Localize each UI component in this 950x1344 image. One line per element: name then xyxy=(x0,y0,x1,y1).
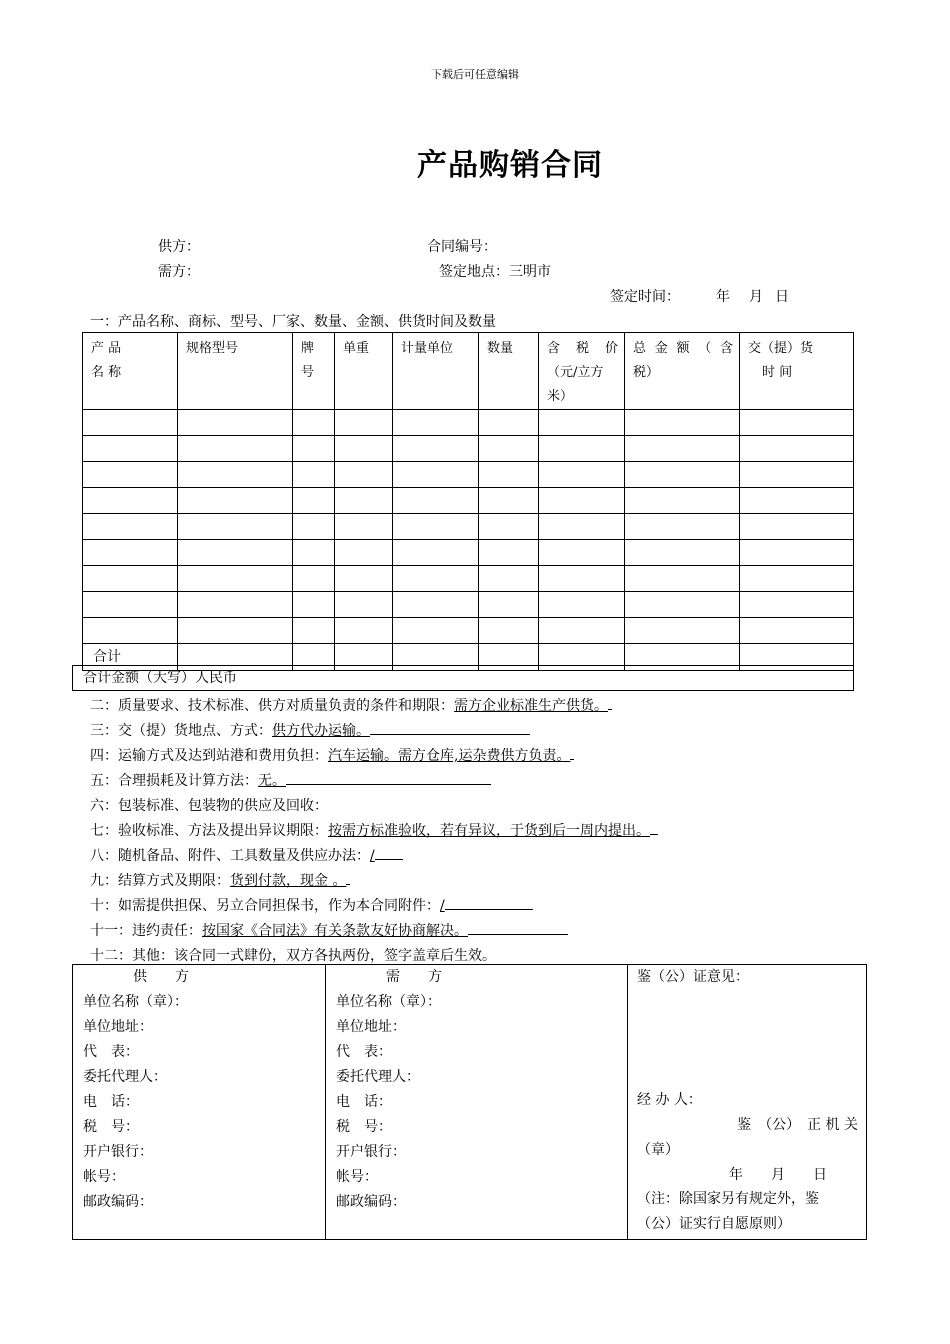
table-cell xyxy=(479,410,539,436)
table-cell xyxy=(625,488,740,514)
table-cell xyxy=(293,488,335,514)
table-row xyxy=(83,436,854,462)
table-cell xyxy=(83,436,178,462)
table-cell xyxy=(178,514,293,540)
clause-9: 九：结算方式及期限：货到付款，现金 。 xyxy=(90,870,350,890)
table-row xyxy=(83,566,854,592)
table-cell xyxy=(539,592,625,618)
table-row xyxy=(83,514,854,540)
table-cell xyxy=(335,618,393,644)
table-row xyxy=(83,540,854,566)
buyer-agent: 委托代理人： xyxy=(336,1069,420,1085)
notary-date: 年 月 日 xyxy=(729,1166,827,1183)
table-cell xyxy=(539,540,625,566)
clause-12: 十二：其他：该合同一式肆份，双方各执两份，签字盖章后生效。 xyxy=(90,948,496,964)
table-cell xyxy=(335,462,393,488)
buyer-postal-code: 邮政编码： xyxy=(336,1194,406,1210)
sign-time-day: 日 xyxy=(775,289,789,305)
table-row xyxy=(83,488,854,514)
table-cell xyxy=(293,540,335,566)
table-cell xyxy=(393,410,479,436)
clause-2: 二：质量要求、技术标准、供方对质量负责的条件和期限：需方企业标准生产供货。 xyxy=(90,695,612,715)
table-cell xyxy=(293,618,335,644)
header-price: 含 税 价 （元/立方 米） xyxy=(539,333,625,410)
clause-6: 六：包装标准、包装物的供应及回收： xyxy=(90,798,328,814)
buyer-title: 需 方 xyxy=(386,969,442,985)
header-unit: 计量单位 xyxy=(393,333,479,410)
amount-in-words-label: 合计金额（大写）人民币 xyxy=(83,670,237,686)
table-cell xyxy=(293,462,335,488)
table-cell xyxy=(178,410,293,436)
table-cell xyxy=(83,566,178,592)
clause-10: 十：如需提供担保、另立合同担保书，作为本合同附件：/ xyxy=(90,895,533,915)
supplier-account: 帐号： xyxy=(83,1169,125,1185)
table-cell xyxy=(479,514,539,540)
notary-title: 鉴（公）证意见： xyxy=(637,969,749,985)
signature-table xyxy=(72,964,867,1240)
table-cell xyxy=(625,540,740,566)
table-cell xyxy=(335,592,393,618)
table-cell xyxy=(83,618,178,644)
table-cell xyxy=(393,592,479,618)
table-cell xyxy=(335,514,393,540)
supplier-unit-name: 单位名称（章）： xyxy=(83,994,188,1010)
table-cell xyxy=(625,436,740,462)
table-cell xyxy=(539,488,625,514)
clause-7: 七：验收标准、方法及提出异议期限：按需方标准验收，若有异议，于货到后一周内提出。 xyxy=(90,820,658,840)
table-cell xyxy=(479,618,539,644)
table-cell xyxy=(335,410,393,436)
table-cell xyxy=(293,592,335,618)
table-cell xyxy=(83,592,178,618)
notary-seal: （章） xyxy=(637,1141,679,1158)
total-label: 合计 xyxy=(83,644,178,671)
notary-block xyxy=(628,965,867,1240)
supplier-signature-block xyxy=(73,965,326,1240)
notary-note-line-2: （公）证实行自愿原则） xyxy=(637,1215,791,1232)
section-1-heading: 一：产品名称、商标、型号、厂家、数量、金额、供货时间及数量 xyxy=(90,314,496,330)
table-cell xyxy=(625,462,740,488)
table-cell xyxy=(83,488,178,514)
table-cell xyxy=(83,514,178,540)
table-cell xyxy=(740,410,854,436)
table-cell xyxy=(740,618,854,644)
supplier-representative: 代 表： xyxy=(83,1044,139,1060)
sign-time-label: 签定时间： xyxy=(610,289,680,305)
table-cell xyxy=(625,514,740,540)
table-cell xyxy=(625,566,740,592)
table-cell xyxy=(178,592,293,618)
table-cell xyxy=(740,462,854,488)
table-cell xyxy=(335,540,393,566)
table-cell xyxy=(539,436,625,462)
buyer-address: 单位地址： xyxy=(336,1019,406,1035)
table-cell xyxy=(178,462,293,488)
table-row xyxy=(83,462,854,488)
clause-8: 八：随机备品、附件、工具数量及供应办法：/ xyxy=(90,845,403,865)
table-cell xyxy=(539,462,625,488)
buyer-representative: 代 表： xyxy=(336,1044,392,1060)
amount-in-words-box xyxy=(72,665,854,691)
table-cell xyxy=(178,540,293,566)
supplier-bank: 开户银行： xyxy=(83,1144,153,1160)
header-total-amount: 总 金 额 （ 含 税） xyxy=(625,333,740,410)
buyer-phone: 电 话： xyxy=(336,1094,392,1110)
table-cell xyxy=(83,410,178,436)
table-cell xyxy=(178,436,293,462)
sign-time-month: 月 xyxy=(749,289,763,305)
table-cell xyxy=(740,436,854,462)
table-cell xyxy=(625,618,740,644)
table-cell xyxy=(479,462,539,488)
header-spec: 规格型号 xyxy=(178,333,293,410)
clause-4: 四：运输方式及达到站港和费用负担：汽车运输。需方仓库,运杂费供方负责。 xyxy=(90,745,574,765)
table-cell xyxy=(625,592,740,618)
notary-organization: 鉴 （公） 正 机 关 xyxy=(737,1117,858,1134)
table-cell xyxy=(335,566,393,592)
header-delivery-time: 交（提）货 时 间 xyxy=(740,333,854,410)
table-cell xyxy=(393,566,479,592)
supplier-postal-code: 邮政编码： xyxy=(83,1194,153,1210)
table-cell xyxy=(293,514,335,540)
table-cell xyxy=(479,566,539,592)
table-cell xyxy=(178,618,293,644)
table-cell xyxy=(740,540,854,566)
header-product-name: 产 品 名 称 xyxy=(83,333,178,410)
table-cell xyxy=(83,540,178,566)
table-cell xyxy=(393,618,479,644)
header-note: 下载后可任意编辑 xyxy=(431,68,519,81)
table-cell xyxy=(740,566,854,592)
supplier-title: 供 方 xyxy=(133,969,189,985)
supplier-tax-number: 税 号： xyxy=(83,1119,139,1135)
table-cell xyxy=(479,540,539,566)
table-cell xyxy=(539,410,625,436)
table-row xyxy=(83,618,854,644)
header-quantity: 数量 xyxy=(479,333,539,410)
contract-number-label: 合同编号： xyxy=(427,239,497,255)
table-cell xyxy=(479,436,539,462)
table-row xyxy=(83,592,854,618)
sign-place-label: 签定地点：三明市 xyxy=(439,264,551,280)
product-table xyxy=(82,332,854,671)
table-cell xyxy=(335,488,393,514)
clause-11: 十一：违约责任：按国家《合同法》有关条款友好协商解决。 xyxy=(90,920,568,940)
document-title: 产品购销合同 xyxy=(417,148,603,183)
supplier-label: 供方： xyxy=(158,239,200,255)
sign-time-year: 年 xyxy=(716,289,730,305)
header-brand: 牌 号 xyxy=(293,333,335,410)
buyer-signature-block xyxy=(326,965,628,1240)
table-cell xyxy=(740,514,854,540)
clause-5: 五：合理损耗及计算方法：无。 xyxy=(90,770,491,790)
clause-3: 三：交（提）货地点、方式：供方代办运输。 xyxy=(90,720,530,740)
notary-note-line-1: （注：除国家另有规定外，鉴 xyxy=(637,1191,819,1208)
notary-handler: 经 办 人： xyxy=(637,1092,702,1109)
table-cell xyxy=(335,436,393,462)
table-cell xyxy=(178,566,293,592)
table-cell xyxy=(625,410,740,436)
table-cell xyxy=(393,488,479,514)
buyer-tax-number: 税 号： xyxy=(336,1119,392,1135)
table-cell xyxy=(293,410,335,436)
table-cell xyxy=(740,488,854,514)
buyer-unit-name: 单位名称（章）： xyxy=(336,994,441,1010)
table-header-row xyxy=(83,333,854,410)
table-cell xyxy=(178,488,293,514)
supplier-phone: 电 话： xyxy=(83,1094,139,1110)
table-cell xyxy=(393,462,479,488)
buyer-bank: 开户银行： xyxy=(336,1144,406,1160)
table-cell xyxy=(479,592,539,618)
table-cell xyxy=(740,592,854,618)
table-cell xyxy=(479,488,539,514)
table-cell xyxy=(393,436,479,462)
table-cell xyxy=(393,540,479,566)
table-cell xyxy=(393,514,479,540)
table-cell xyxy=(293,436,335,462)
table-cell xyxy=(539,566,625,592)
table-cell xyxy=(83,462,178,488)
header-unit-weight: 单重 xyxy=(335,333,393,410)
buyer-account: 帐号： xyxy=(336,1169,378,1185)
table-cell xyxy=(293,566,335,592)
buyer-label: 需方： xyxy=(158,264,200,280)
supplier-address: 单位地址： xyxy=(83,1019,153,1035)
table-cell xyxy=(539,514,625,540)
table-row xyxy=(83,410,854,436)
supplier-agent: 委托代理人： xyxy=(83,1069,167,1085)
table-cell xyxy=(539,618,625,644)
